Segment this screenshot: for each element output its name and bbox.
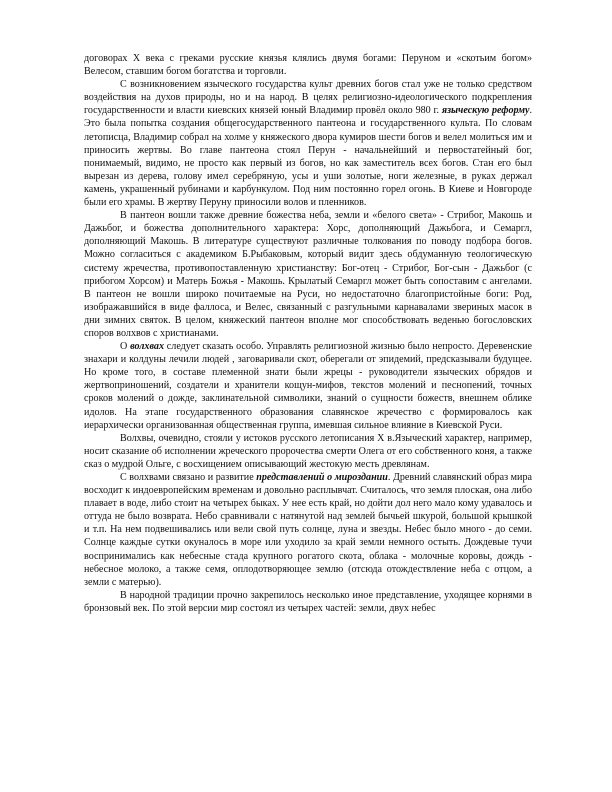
paragraph-2	[84, 78, 532, 209]
paragraph-7-text: В народной традиции прочно закрепилось несколько иное представление, уходящее корнями в бронзовый век. По этой версии мир состоял из четырех частей: земли, двух небес	[84, 589, 532, 614]
emphasis-volkhvy: волхвах	[130, 341, 165, 353]
paragraph-4-text-a: О	[120, 341, 131, 353]
paragraph-3	[84, 209, 532, 340]
paragraph-4	[84, 340, 532, 432]
paragraph-5-text: Волхвы, очевидно, стояли у истоков русского летописания X в.Языческий характер, например, носит сказание об исполнении жреческого пророчества смерти Олега от его собственного коня, а также сказ о мудрой Ольге, с восхищением описывающий жестокую месть древлянам.	[84, 432, 532, 470]
paragraph-6-text-a: С волхвами связано и развитие	[120, 472, 257, 483]
paragraph-7	[84, 589, 532, 615]
paragraph-6	[84, 471, 532, 589]
emphasis-pagan-reform: языческую реформу	[441, 105, 530, 117]
emphasis-worldview: представлений о мироздании	[256, 472, 388, 483]
paragraph-3-text: В пантеон вошли также древние божества неба, земли и «белого света» - Стрибог, Макошь и Дажьбог, и божества дополнительного характера: Хорс, дополняющий Дажьбога, и Семаргл, дополняющий Макошь. В литературе существуют различные толкования по поводу подбора богов. Можно согласиться с академиком Б.Рыбаковым, который видит здесь обдуманную теологическую систему жречества, противопоставленную христианству: Бог-отец - Стрибог, Бог-сын - Дажьбог (с прибогом Хорсом) и Матерь Божья - Макошь. Крылатый Семаргл может быть сопоставим с ангелами. В пантеон не вошли широко почитаемые на Руси, но недостаточно благопристойные боги: Род, изображавшийся в виде фаллоса, и Велес, связанный с разгульными карнавалами звериных масок в дни зимних святок. В целом, княжеский пантеон вполне мог способствовать веденью богословских споров волхвов с христианами.	[84, 210, 532, 339]
paragraph-2-text-a: С возникновением языческого государства культ древних богов стал уже не только средством воздействия на духов природы, но и на народ. В целях религиозно-идеологического подкрепления государственности и власти киевских князей юный Владимир провёл около 980 г.	[84, 79, 532, 117]
paragraph-5	[84, 432, 532, 471]
paragraph-4-text-b: следует сказать особо. Управлять религиозной жизнью было непросто. Деревенские знахари и колдуны лечили людей , заговаривали скот, оберегали от эпидемий, предсказывали будущее. Но кроме того, в составе племенной знати были жрецы - руководители языческих обрядов и жертвоприношений, создатели и хранители кощун-мифов, текстов молений и песнопений, точных сроков молений о дожде, заклинательной символики, знаний о сущности божеств, внешнем облике идолов. На этапе государственного образования славянское жречество с формировалось как иерархически организованная общественная группа, имевшая сильное влияние в Киевской Руси.	[84, 341, 532, 431]
paragraph-1-text: договорах X века с греками русские князья клялись двумя богами: Перуном и «скотьим богом» Велесом, ставшим богом богатства и торговли.	[84, 53, 532, 78]
paragraph-2-text-b: . Это была попытка создания общегосударственного пантеона и государственного культа. По словам летописца, Владимир собрал на холме у княжеского двора кумиров шести богов и велел молиться им и приносить жертвы. Во главе пантеона стоял Перун - начальнейший и первостатейный бог, понимаемый, видимо, не просто как первый из богов, но как заместитель всех богов. Стан его был вырезан из дерева, голову имел серебряную, усы и уши золотые, ноги железные, в руках держал камень, украшенный рубинами и карбункулом. Под ним постоянно горел огонь. В Киеве и Новгороде были его храмы. В жертву Перуну приносили волов и пленников.	[84, 105, 532, 209]
paragraph-1	[84, 52, 532, 78]
document-page	[84, 52, 532, 615]
paragraph-6-text-b: . Древний славянский образ мира восходит к индоевропейским временам и довольно расплывчат. Считалось, что земля плоская, она либо плавает в воде, либо стоит на четырех быках. У нее есть край, но дойти дол него мало кому удавалось и оттуда не было возврата. Небо сравнивали с натянутой над землей бычьей шкурой, большой крышкой и т.п. На нем подвешивались или вели свой путь солнце, луна и звезды. Небес было много - до семи. Солнце каждые сутки окуналось в море или уходило за край земли немного остыть. Дождевые тучи воспринимались как небесные стада крупного рогатого скота, облака - молочные коровы, дождь - небесное молоко, а также семя, оплодотворяющее землю (отсюда отождествление неба с отцом, а земли с матерью).	[84, 472, 532, 588]
